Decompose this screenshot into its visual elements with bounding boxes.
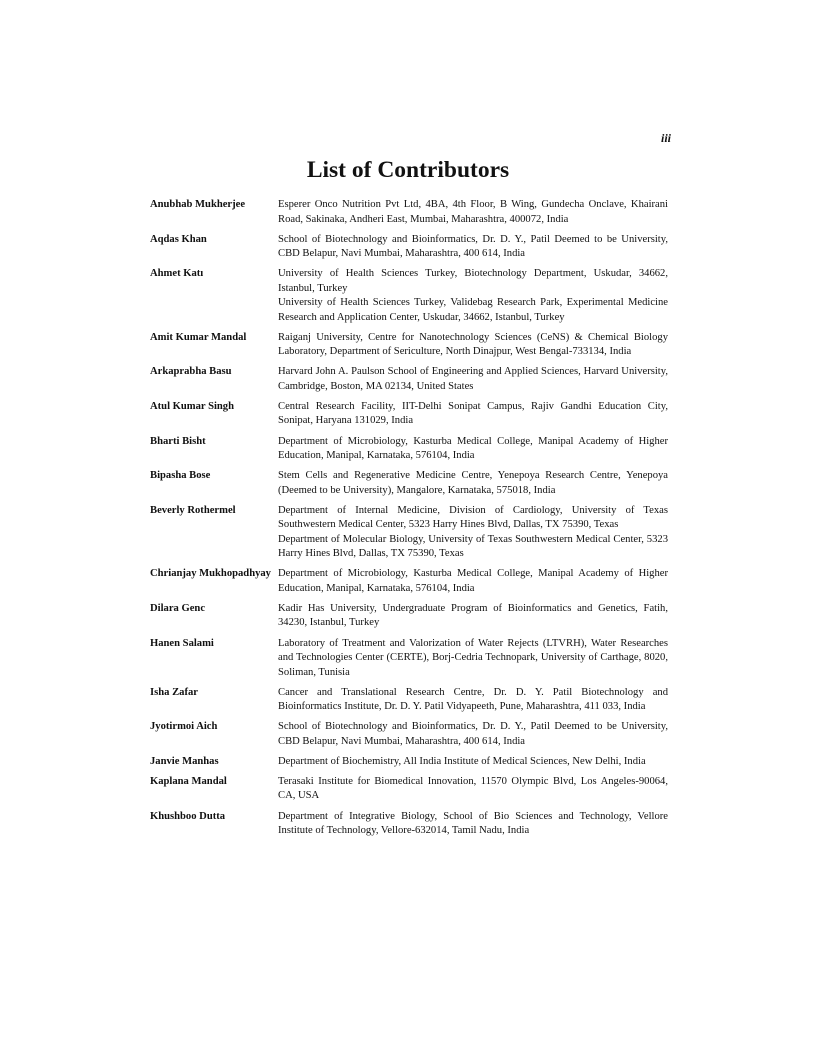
contributor-affiliations bbox=[278, 775, 668, 804]
contributor-affiliations bbox=[278, 331, 668, 360]
contributor-affiliation: School of Biotechnology and Bioinformatics, Dr. D. Y., Patil Deemed to be University, CBD Belapur, Navi Mumbai, Maharashtra, 400 614, India bbox=[278, 721, 668, 747]
contributor-name: Khushboo Dutta bbox=[150, 810, 226, 822]
contributor-affiliation: Terasaki Institute for Biomedical Innovation, 11570 Olympic Blvd, Los Angeles-90064, CA, USA bbox=[278, 775, 668, 802]
contributor-affiliations bbox=[278, 686, 668, 715]
contributor-name: Bharti Bisht bbox=[150, 435, 206, 447]
contributor-name: Isha Zafar bbox=[150, 686, 198, 698]
contributor-affiliations bbox=[278, 504, 668, 562]
contributor-name: Hanen Salami bbox=[150, 637, 214, 649]
contributor-affiliation: Department of Internal Medicine, Division of Cardiology, University of Texas Southwestern Medical Center, 5323 Harry Hines Blvd, Dallas, TX 75390, Texas bbox=[278, 504, 668, 531]
contributor-affiliation: Stem Cells and Regenerative Medicine Centre, Yenepoya Research Centre, Yenepoya (Deemed to be University), Mangalore, Karnataka, 575018, India bbox=[278, 470, 668, 496]
contributor-affiliations bbox=[278, 720, 668, 749]
contributor-affiliation: Cancer and Translational Research Centre, Dr. D. Y. Patil Biotechnology and Bioinformatics Institute, Dr. D. Y. Patil Vidyapeeth, Pune, Maharashtra, 411 033, India bbox=[278, 686, 668, 713]
contributor-name: Arkaprabha Basu bbox=[150, 366, 232, 378]
contributor-affiliations bbox=[278, 567, 668, 596]
contributor-name: Bipasha Bose bbox=[150, 470, 211, 482]
contributor-affiliations bbox=[278, 267, 668, 325]
contributor-affiliations bbox=[278, 602, 668, 631]
contributor-list bbox=[150, 198, 668, 844]
contributor-entry bbox=[150, 504, 668, 562]
contributor-affiliation: Department of Microbiology, Kasturba Medical College, Manipal Academy of Higher Education, Manipal, Karnataka, 576104, India bbox=[278, 435, 668, 462]
contributor-affiliation: University of Health Sciences Turkey, Biotechnology Department, Uskudar, 34662, Istanbul, Turkey bbox=[278, 268, 668, 294]
contributor-affiliations bbox=[278, 810, 668, 839]
contributor-name: Jyotirmoi Aich bbox=[150, 721, 218, 733]
contributor-name: Chrianjay Mukhopadhyay bbox=[150, 568, 271, 580]
contributor-affiliation: Department of Microbiology, Kasturba Medical College, Manipal Academy of Higher Education, Manipal, Karnataka, 576104, India bbox=[278, 568, 668, 594]
contributor-entry bbox=[150, 567, 668, 596]
contributor-name: Amit Kumar Mandal bbox=[150, 331, 247, 343]
contributor-affiliation: Esperer Onco Nutrition Pvt Ltd, 4BA, 4th Floor, B Wing, Gundecha Onclave, Khairani Road, Sakinaka, Andheri East, Mumbai, Maharashtra, 400072, India bbox=[278, 199, 668, 225]
contributor-affiliation: Kadir Has University, Undergraduate Program of Bioinformatics and Genetics, Fatih, 34230, Istanbul, Turkey bbox=[278, 602, 668, 629]
contributor-name: Atul Kumar Singh bbox=[150, 400, 234, 412]
contributor-entry bbox=[150, 810, 668, 839]
contributor-affiliations bbox=[278, 365, 668, 394]
contributor-affiliations bbox=[278, 469, 668, 498]
page-number: iii bbox=[660, 131, 671, 145]
contributor-affiliation: Central Research Facility, IIT-Delhi Sonipat Campus, Rajiv Gandhi Education City, Sonipat, Haryana 131029, India bbox=[278, 400, 668, 427]
contributor-entry bbox=[150, 365, 668, 394]
contributor-affiliation: Department of Biochemistry, All India Institute of Medical Sciences, New Delhi, India bbox=[278, 755, 646, 767]
contributor-entry bbox=[150, 435, 668, 464]
contributor-entry bbox=[150, 400, 668, 429]
contributor-affiliations bbox=[278, 637, 668, 681]
contributor-affiliation: Laboratory of Treatment and Valorization of Water Rejects (LTVRH), Water Researches and Technologies Center (CERTE), Borj-Cedria Technopark, University of Carthage, 8020, Soliman, Tunisia bbox=[278, 637, 668, 678]
contributor-entry bbox=[150, 267, 668, 325]
contributor-name: Janvie Manhas bbox=[150, 755, 219, 767]
contributor-affiliation: School of Biotechnology and Bioinformatics, Dr. D. Y., Patil Deemed to be University, CBD Belapur, Navi Mumbai, Maharashtra, 400 614, India bbox=[278, 233, 668, 260]
contributor-entry bbox=[150, 198, 668, 227]
contributor-entry bbox=[150, 755, 668, 770]
contributor-entry bbox=[150, 331, 668, 360]
contributor-name: Ahmet Katı bbox=[150, 268, 204, 280]
contributor-affiliations bbox=[278, 400, 668, 429]
contributor-entry bbox=[150, 775, 668, 804]
contributor-entry bbox=[150, 602, 668, 631]
contributor-affiliation: Department of Molecular Biology, University of Texas Southwestern Medical Center, 5323 Harry Hines Blvd, Dallas, TX 75390, Texas bbox=[278, 533, 668, 560]
contributor-name: Aqdas Khan bbox=[150, 233, 207, 245]
contributor-entry bbox=[150, 686, 668, 715]
contributor-entry bbox=[150, 233, 668, 262]
contributor-affiliation: Harvard John A. Paulson School of Engineering and Applied Sciences, Harvard University, Cambridge, Boston, MA 02134, United States bbox=[278, 366, 668, 392]
contributor-affiliations bbox=[278, 435, 668, 464]
contributor-affiliation: Department of Integrative Biology, School of Bio Sciences and Technology, Vellore Institute of Technology, Vellore-632014, Tamil Nadu, India bbox=[278, 810, 668, 836]
contributor-affiliation: University of Health Sciences Turkey, Validebag Research Park, Experimental Medicine Research and Application Center, Uskudar, 34662, Istanbul, Turkey bbox=[278, 297, 668, 323]
contributor-name: Beverly Rothermel bbox=[150, 504, 236, 516]
contributor-entry bbox=[150, 637, 668, 681]
contributor-affiliation: Raiganj University, Centre for Nanotechnology Sciences (CeNS) & Chemical Biology Laboratory, Department of Sericulture, North Dinajpur, West Bengal-733134, India bbox=[278, 331, 668, 358]
contributor-name: Anubhab Mukherjee bbox=[150, 199, 246, 210]
page-title: List of Contributors bbox=[306, 157, 510, 183]
contributor-name: Dilara Genc bbox=[150, 602, 206, 614]
contributor-entry bbox=[150, 469, 668, 498]
contributor-affiliations bbox=[278, 233, 668, 262]
contributor-affiliations bbox=[278, 198, 668, 227]
contributor-affiliations bbox=[278, 755, 668, 770]
contributor-entry bbox=[150, 720, 668, 749]
contributor-name: Kaplana Mandal bbox=[150, 775, 227, 787]
